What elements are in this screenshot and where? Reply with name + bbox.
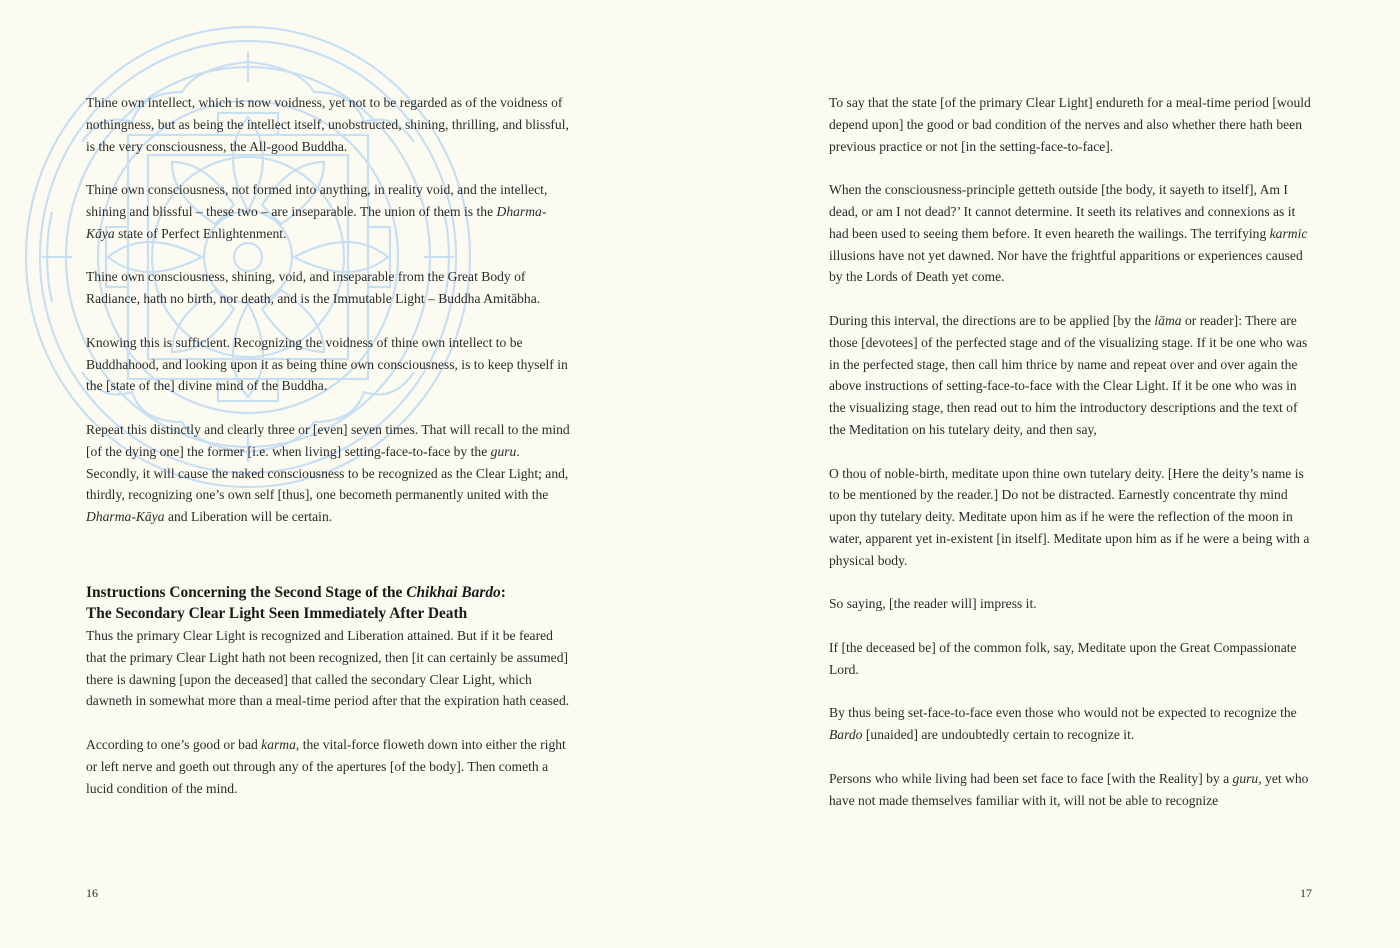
paragraph (86, 419, 572, 528)
text-run: Thine own consciousness, not formed into anything, in reality void, and the intellect, shining and blissful – these two – are inseparable. The union of them is the (86, 182, 548, 219)
paragraph (829, 637, 1315, 681)
text-run: Knowing this is sufficient. Recognizing the voidness of thine own intellect to be Buddhahood, and looking upon it as being thine own consciousness, is to keep thyself in the [state of the] divine mind of the Buddha. (86, 334, 568, 394)
paragraph (86, 332, 572, 397)
text-run: To say that the state [of the primary Clear Light] endureth for a meal-time period [would depend upon] the good or bad condition of the nerves and also whether there hath been previous practice or not [in the setting-face-to-face]. (829, 95, 1311, 154)
heading-line1-italic: Chikhai Bardo (406, 583, 501, 601)
page-number-right: 17 (1300, 886, 1312, 900)
text-run: Repeat this distinctly and clearly three or [even] seven times. That will recall to the mind [of the dying one] the former [i.e. when living] setting-face-to-face by the (86, 421, 570, 459)
text-run: If [the deceased be] of the common folk, say, Meditate upon the Great Compassionate Lord. (829, 639, 1297, 677)
text-run: Thine own intellect, which is now voidness, yet not to be regarded as of the voidness of nothingness, but as being the intellect itself, unobstructed, shining, thrilling, and blissful, is the very consciousness, the All-good Buddha. (86, 95, 569, 154)
text-run: O thou of noble-birth, meditate upon thine own tutelary deity. [Here the deity’s name is to be mentioned by the reader.] Do not be distracted. Earnestly concentrate thy mind upon thy tutelary deity. Meditate upon him as if he were the reflection of the moon in water, apparent yet in-existent [in itself]. Meditate upon him as if he were a being with a physical body. (829, 465, 1310, 568)
paragraph (829, 768, 1315, 812)
paragraph (86, 734, 572, 799)
paragraph (829, 593, 1315, 615)
text-run: and Liberation will be certain. (164, 509, 333, 525)
italic-term: karmic (1269, 225, 1308, 241)
paragraph (86, 625, 572, 712)
heading-line2: The Secondary Clear Light Seen Immediately After Death (86, 605, 468, 623)
heading-line1-post: : (500, 583, 506, 601)
text-run: or reader]: There are those [devotees] of the perfected stage and of the visualizing stage. If it be one who was in the perfected stage, then call him thrice by name and repeat over and over again the above instructions of setting-face-to-face with the Clear Light. If it be one who was in the visualizing stage, then read out to him the introductory descriptions and the text of the Meditation on his tutelary deity, and then say, (829, 312, 1308, 437)
text-run: According to one’s good or bad (86, 736, 262, 752)
paragraph (86, 266, 572, 310)
right-page (829, 92, 1315, 833)
italic-term: Bardo (829, 727, 863, 743)
text-run: illusions have not yet dawned. Nor have the frightful apparitions or experiences caused by the Lords of Death yet come. (829, 247, 1303, 285)
text-run: , the vital-force floweth down into either the right or left nerve and goeth out through any of the apertures [of the body]. Then cometh a lucid condition of the mind. (86, 736, 566, 796)
italic-term: guru (1232, 770, 1259, 786)
heading-line1-pre: Instructions Concerning the Second Stage of the (86, 583, 407, 601)
left-page-body (86, 92, 572, 528)
paragraph (829, 179, 1315, 288)
page-number-left: 16 (86, 886, 98, 900)
text-run: During this interval, the directions are to be applied [by the (829, 312, 1155, 328)
italic-term: guru (490, 443, 517, 459)
text-run: Persons who while living had been set face to face [with the Reality] by a (829, 770, 1233, 786)
text-run: Thine own consciousness, shining, void, and inseparable from the Great Body of Radiance, hath no birth, nor death, and is the Immutable Light – Buddha Amitābha. (86, 269, 541, 307)
text-run: [unaided] are undoubtedly certain to recognize it. (862, 727, 1135, 743)
text-run: state of Perfect Enlightenment. (114, 225, 287, 241)
paragraph (829, 702, 1315, 746)
section-heading (86, 582, 572, 625)
text-run: Thus the primary Clear Light is recognized and Liberation attained. But if it be feared that the primary Clear Light hath not been recognized, then [it can certainly be assumed] there is dawning [upon the deceased] that called the secondary Clear Light, which dawneth in somewhat more than a meal-time period after that the expiration hath ceased. (86, 627, 570, 709)
text-run: When the consciousness-principle getteth outside [the body, it sayeth to itself], Am I dead, or am I not dead?’ It cannot determine. It seeth its relatives and connexions as it had been used to seeing them before. It even heareth the wailings. The terrifying (829, 182, 1296, 241)
left-page (86, 92, 572, 821)
italic-term: lāma (1154, 312, 1182, 328)
left-page-body-after-heading (86, 625, 572, 799)
text-run: . Secondly, it will cause the naked consciousness to be recognized as the Clear Light; and, thirdly, recognizing one’s own self [thus], one becometh permanently united with the (86, 443, 569, 503)
italic-term: karma (261, 736, 296, 752)
right-page-body (829, 92, 1315, 811)
text-run: By thus being set-face-to-face even those who would not be expected to recognize the (829, 705, 1297, 721)
italic-term: Dharma-Kāya (86, 509, 165, 525)
paragraph (829, 92, 1315, 157)
text-run: , yet who have not made themselves familiar with it, will not be able to recognize (829, 770, 1309, 808)
italic-term: Dharma-Kāya (86, 203, 547, 241)
paragraph (86, 92, 572, 157)
text-run: So saying, [the reader will] impress it. (829, 596, 1037, 612)
paragraph (829, 310, 1315, 441)
paragraph (829, 463, 1315, 572)
paragraph (86, 179, 572, 244)
